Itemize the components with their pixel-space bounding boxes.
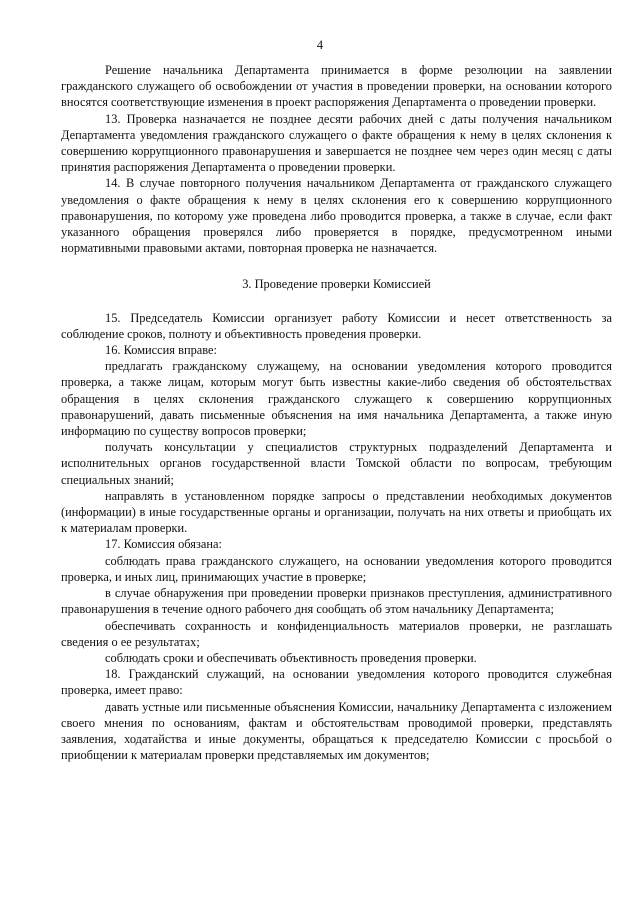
paragraph-17-item-3: обеспечивать сохранность и конфиденциальность материалов проверки, не разглашать сведения о ее результатах; — [61, 618, 612, 649]
paragraph-17: 17. Комиссия обязана: — [105, 537, 222, 552]
paragraph-17-item-1: соблюдать права гражданского служащего, на основании уведомления которого проводится проверка, и иных лиц, принимающих участие в проверке; — [61, 553, 612, 584]
paragraph-13: 13. Проверка назначается не позднее десяти рабочих дней с даты получения начальником Департамента уведомления гражданского служащего о факте обращения к нему в целях склонения к совершению коррупционного правонарушения и завершается не позднее чем через один месяц с даты принятия распоряжения Департамента о проведении проверки. — [61, 111, 612, 175]
paragraph-18-item-1: давать устные или письменные объяснения Комиссии, начальнику Департамента с изложением своего мнения по основаниям, фактам и обстоятельствам проводимой проверки, представлять заявления, ходатайства и иные документы, обращаться к председателю Комиссии с просьбой о приобщении к материалам проверки представляемых им документов; — [61, 699, 612, 763]
paragraph-17-item-4: соблюдать сроки и обеспечивать объективность проведения проверки. — [105, 650, 477, 665]
document-body — [61, 62, 612, 763]
paragraph-16-item-2: получать консультации у специалистов структурных подразделений Департамента и исполнительных органов государственной власти Томской области по вопросам, требующим специальных знаний; — [61, 440, 612, 487]
page-number: 4 — [316, 38, 324, 52]
paragraph-16-item-3: направлять в установленном порядке запросы о представлении необходимых документов (информации) в иные государственные органы и организации, получать на них ответы и приобщать их к материалам проверки. — [61, 488, 612, 536]
paragraph-16-item-1: предлагать гражданскому служащему, на основании уведомления которого проводится проверка, а также лицам, которым могут быть известны какие-либо сведения об обстоятельствах обращения в целях склонения гражданского служащего к совершению коррупционных правонарушений, давать письменные объяснения на имя начальника Департамента, а также иную информацию по существу вопросов проверки; — [61, 359, 612, 439]
paragraph-17-item-2: в случае обнаружения при проведении проверки признаков преступления, административного правонарушения в течение одного рабочего дня сообщать об этом начальнику Департамента; — [61, 586, 612, 617]
paragraph-14: 14. В случае повторного получения начальником Департамента от гражданского служащего уведомления о факте обращения к нему в целях склонения его к совершению коррупционного правонарушения, по которому уже проведена либо проводится проверка, а также в случае, если факт указанного обращения проверялся либо проверяется в порядке, предусмотренном иными нормативными правовыми актами, повторная проверка не назначается. — [61, 176, 612, 256]
paragraph-18: 18. Гражданский служащий, на основании уведомления которого проводится служебная проверка, имеет право: — [61, 667, 612, 698]
paragraph-decision-resolution: Решение начальника Департамента принимается в форме резолюции на заявлении гражданского служащего об освобождении от участия в проведении проверки, на основании которого вносятся соответствующие изменения в проект распоряжения Департамента о проведении проверки. — [61, 63, 612, 110]
paragraph-16: 16. Комиссия вправе: — [105, 343, 217, 358]
paragraph-15: 15. Председатель Комиссии организует работу Комиссии и несет ответственность за соблюдение сроков, полноту и объективность проведения проверки. — [61, 310, 612, 341]
section-heading: 3. Проведение проверки Комиссией — [242, 277, 431, 292]
